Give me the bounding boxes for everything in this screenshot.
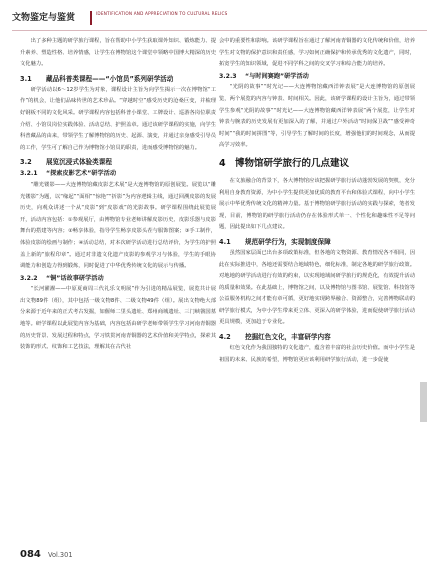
section-number: 4 <box>219 157 226 169</box>
section-4-2-heading <box>219 331 415 343</box>
section-3-2-heading <box>20 156 216 168</box>
section-3-2-1-heading <box>20 168 216 180</box>
section-4-1-paragraph: 虽然国家层面已出台多项政策标准，但各地的文物资源、教育情况各不相同，因此在实际推进中，各地还需要结合地域特色，细化标准，制定各地的研学旅行政策。对地地的研学活动进行有效的约束，以实现地域间研学旅行的规范化，有效提升活动的质量和效果。在此基础上，博物馆之间，以及博物馆与图书馆、展览馆、科技馆等公益服务机构之间才能有章可循，更好地实现跨界融合、资源整合，完善博物联动的研学旅行模式，为中小学生带来更立体、更深入的研学体验，进而促使研学旅行活动更具规模，更加趋于专业化。 <box>219 249 415 326</box>
section-number: 3.1 <box>20 74 32 83</box>
section-3-2-2-heading <box>20 273 216 285</box>
volume-label: Vol.301 <box>47 551 73 559</box>
section-4-1-heading <box>219 236 415 248</box>
right-column <box>219 36 415 522</box>
page-edge-mark <box>420 382 427 422</box>
page-footer <box>20 542 420 558</box>
page-number: 084 <box>20 549 41 560</box>
section-number: 3.2.1 <box>20 170 38 178</box>
section-3-2-1-paragraph: “雕光镂影——大连博物馆藏皮影艺术展”是大连博物馆的原创展览。展览以“雕光镂影”为题，以“缘起”“面相”“惊艳”“折影”为内容逻辑主线，通过回溯皮影的发展历史，向观众讲述一个从“皮影”到“皮影戏”的光影故事。研学课程围绕此展览展开，活动内容包括：①参观展厅，由博物馆专业老师讲解皮影历史、皮影乐器与皮影舞台的搭建等内容；②畅享体验，指导学生畅享皮影头茬与服饰图案；③手工制作，体验皮影的绘画与制作；④活动总结，对本次研学活动进行总结评价，为学生的护照盖上新的“旅程印章”。通过对非遗文化遗产皮影的参观学习与体验，学生的手眼协调能力和创造力得到锻炼，同时促进了中华优秀传统文化的展示与传播。 <box>20 181 216 270</box>
header-divider <box>90 11 92 25</box>
section-4-paragraph: 在文旅融合的背景下，各大博物馆应该把握研学旅行活动蓬勃发展的契机，充分利用自身教育资源，为中小学生提供更加优质的教育平台和体验式课程，向中小学生展示中华优秀传统文化的精神力量。基于博物馆研学旅行活动的实践与探索，笔者发现，目前，博物馆的研学旅行活动仍存在体验形式单一、个性化和趣味性不足等问题，因此提出如下几点建议。 <box>219 177 415 231</box>
section-number: 3.2.3 <box>219 72 237 80</box>
section-number: 3.2 <box>20 158 32 167</box>
section-title: “铜”话故事研学活动 <box>46 274 104 282</box>
section-3-2-3-heading <box>219 71 415 83</box>
page-header <box>12 8 427 28</box>
section-3-1-heading <box>20 73 216 85</box>
continued-paragraph: 会中的重要性和影响。该研学课程旨在通过了解河南青铜器的文化传统和价值，培养学生对文物的保护意识和责任感，学习如何正确保护和传承优秀的文化遗产，同时，拓宽学生的知识领域，促进不同学科之间的交叉学习和综合能力的培养。 <box>219 38 415 68</box>
section-title: 挖掘红色文化，丰富研学内容 <box>245 333 331 342</box>
section-number: 4.1 <box>219 237 231 246</box>
intro-paragraph: 出了多种主题的研学旅行课程，旨在帮助中小学生获取课外知识、锻炼能力、提升素养、塑造性格、培养情感，让学生在博物馆这个课堂中领略中国博大精深的历史文化魅力。 <box>20 38 216 68</box>
section-3-2-3-paragraph: “光阴的故事”“时光记——大连博物馆藏西洋钟表展”是大连博物馆的原创展览，两个展览的内容与钟表、时间相关。因此，该研学课程的设计主旨为，通过带领学生参观“光阴的故事”“时光记——大连博物馆藏西洋钟表展”两个展览，让学生对钟表与腕表的历史发展有更加深入的了解，并通过户外活动“时间保卫战”“感受神奇时间”“我的时间拼图”等，引导学生了解时间的长度，增强他们的时间观念，从而提高学习效率。 <box>219 84 415 149</box>
section-title: “探索皮影艺术”研学活动 <box>46 170 117 178</box>
section-title: 展览沉浸式体验类课程 <box>46 158 112 167</box>
section-title: “与时间赛跑”研学活动 <box>245 72 309 80</box>
section-number: 4.2 <box>219 333 231 342</box>
section-title: 藏品科普类课程——“小馆员”系列研学活动 <box>46 74 174 83</box>
left-column <box>20 36 216 522</box>
section-4-2-paragraph: 红色文化作为我国独特的文化遗产，蕴含着丰富的社会历史价值。而中小学生是祖国的未来、民族的希望，博物馆更应该利用研学旅行活动，进一步促使 <box>219 345 415 363</box>
section-title: 规范研学行为，实现制度保障 <box>245 237 331 246</box>
section-3-1-paragraph: 研学活动以6～12岁学生为对象，课程设计主旨为向学生揭示一次在博物馆“工作”的机会，让他们品味传世的艺术珍品。“穿越时空”感受历史的沧桑巨变，并梳理好钢板不同的文化风采。研学课程内容包括科普小课堂、工牌设计、巡游各岗位职责介绍、小馆员岗位实践体验、活动总结、护照盖章。通过该研学课程的实施，向学生科普藏品的由来，带领学生了解博物馆的历史、起源、演变，并通过亲身感受引导员的工作，学生可了解自己作为博物馆小馆员的职责，进而感受博物馆的魅力。 <box>20 86 216 151</box>
header-rule <box>12 30 427 31</box>
journal-title: 文物鉴定与鉴赏 <box>12 13 76 23</box>
journal-title-en: IDENTIFICATION AND APPRECIATION TO CULTURAL RELICS <box>96 11 228 16</box>
section-title: 博物馆研学旅行的几点建议 <box>235 157 350 169</box>
section-4-heading <box>219 156 415 172</box>
section-3-2-2-paragraph: “长河濯濯——中原夏商周三代礼乐文明展”作为引进的精品展览，展览共计展出文物89件（组），其中包括一级文物8件、二级文物49件（组）。展出文物绝大部分来源于近年来的正式考古发掘，如偃师二里头遗址、郑州商城遗址、三门峡虢国墓地等。研学课程以此展览内容为基础，内容包括由研学老师带领学生学习河南青铜器的历史背景、发展过程和特点，学习铁贯河南青铜器的艺术价值和美学特点，探索其装饰的形式、纹饰和工艺技法，理解其在古代社 <box>20 286 216 351</box>
section-number: 3.2.2 <box>20 274 38 282</box>
